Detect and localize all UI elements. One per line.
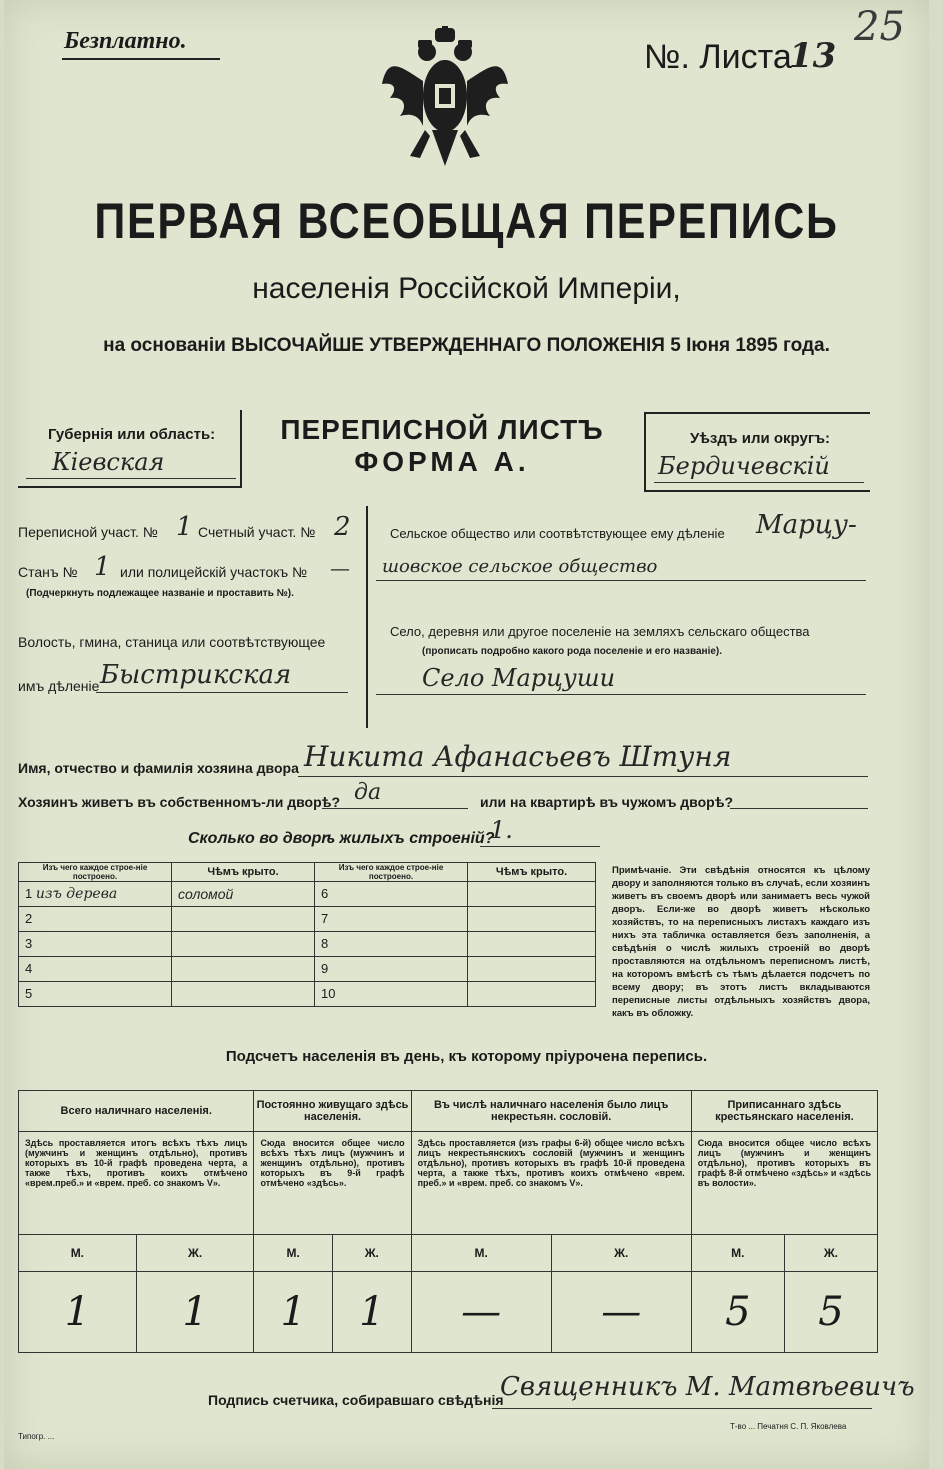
volost-value: Быстрикская xyxy=(100,660,292,690)
present-male-value: 1 xyxy=(19,1272,137,1353)
census-sect-value: 1 xyxy=(176,512,193,542)
summary-title: Подсчетъ населенія въ день, къ которому пріурочена перепись. xyxy=(225,1048,708,1065)
gubernia-box xyxy=(18,410,242,488)
roof-value xyxy=(172,982,315,1007)
society-line xyxy=(376,580,866,581)
gubernia-value: Кіевская xyxy=(52,448,165,476)
row-number: 2 xyxy=(25,911,33,926)
roof-value xyxy=(468,957,596,982)
form-subtitle: ФОРМА А. xyxy=(354,446,530,477)
subtitle: населенія Россійской Имперіи, xyxy=(252,272,681,305)
summary-desc: Здѣсь проставляется (изъ графы 6-й) общее число всѣхъ лицъ некрестьянскихъ сословій (мужчинъ и женщинъ отдѣльно), противъ которыхъ въ графѣ 10-й проведена черта, а также тѣхъ, противъ коихъ отмѣчено «врем. преб.» и «врем. преб. со знакомъ V». xyxy=(411,1132,691,1235)
col-material-left: Изъ чего каждое строе-ніе построено. xyxy=(19,863,172,882)
population-summary-table xyxy=(18,1090,878,1353)
row-number: 7 xyxy=(321,911,329,926)
row-number: 4 xyxy=(25,961,33,976)
village-label: Село, деревня или другое поселеніе на земляхъ сельскаго общества xyxy=(390,624,810,639)
rented-label: или на квартирѣ въ чужомъ дворѣ? xyxy=(480,794,734,810)
peasant-female-value: 5 xyxy=(784,1272,877,1353)
summary-desc: Здѣсь проставляется итогъ всѣхъ тѣхъ лицъ (мужчинъ и женщинъ отдѣльно), противъ которыхъ въ 10-й графѣ проведена черта, а также тѣхъ, противъ коихъ отмѣчено «врем.преб.» и «врем. преб. со знакомъ V». xyxy=(19,1132,254,1235)
roof-value xyxy=(468,982,596,1007)
sheet-number-value: 13 xyxy=(789,36,837,76)
permanent-male-value: 1 xyxy=(254,1272,333,1353)
peasant-male-value: 5 xyxy=(691,1272,784,1353)
field-divider xyxy=(366,506,368,728)
summary-header-non-peasant: Въ числѣ наличнаго населенія было лицъ некрестьян. сословій. xyxy=(411,1091,691,1132)
volost-line xyxy=(96,692,348,693)
owner-label: Имя, отчество и фамилія хозяина двора xyxy=(18,760,299,776)
summary-desc: Сюда вносится общее число всѣхъ тѣхъ лицъ (мужчинъ и женщинъ отдѣльно), противъ которыхъ въ 9-й графѣ отмѣчено «здѣсь». xyxy=(254,1132,411,1235)
owner-line xyxy=(298,776,868,777)
own-yard-value: да xyxy=(354,780,382,805)
permanent-female-value: 1 xyxy=(333,1272,412,1353)
society-value-1: Марцу- xyxy=(756,510,857,540)
count-sect-value: 2 xyxy=(334,512,351,542)
row-number: 1 xyxy=(25,886,33,901)
corner-mark: 25 xyxy=(854,4,905,50)
present-female-value: 1 xyxy=(136,1272,254,1353)
non-peasant-male-value: — xyxy=(411,1272,551,1353)
volost-label-2: имъ дѣленіе xyxy=(18,678,100,694)
stan-note: (Подчеркнуть подлежащее названіе и проставить №). xyxy=(26,588,294,599)
gubernia-label: Губернія или область: xyxy=(48,426,216,443)
double-headed-eagle-icon xyxy=(380,26,510,176)
table-row xyxy=(19,957,596,982)
village-note: (прописать подробно какого рода поселеніе и его названіе). xyxy=(422,646,723,657)
census-sect-label: Переписной участ. № xyxy=(18,524,158,540)
roof-value xyxy=(468,882,596,907)
uezd-line xyxy=(654,482,864,483)
own-yard-label: Хозяинъ живетъ въ собственномъ-ли дворѣ? xyxy=(18,794,341,810)
form-title: ПЕРЕПИСНОЙ ЛИСТЪ xyxy=(280,414,604,445)
uezd-value: Бердичевскій xyxy=(658,452,830,480)
material-value: изъ дерева xyxy=(35,886,118,902)
roof-value xyxy=(468,907,596,932)
stan-label: Станъ № xyxy=(18,564,78,580)
signature-line xyxy=(492,1408,872,1409)
roof-value xyxy=(172,907,315,932)
non-peasant-female-value: — xyxy=(551,1272,691,1353)
col-roof-left: Чѣмъ крыто. xyxy=(172,863,315,882)
free-underline xyxy=(62,58,220,60)
female-header: Ж. xyxy=(784,1235,877,1272)
male-header: М. xyxy=(691,1235,784,1272)
roof-value xyxy=(172,932,315,957)
row-number: 9 xyxy=(321,961,329,976)
rented-line xyxy=(730,808,868,809)
printer-left: Типогр. ... xyxy=(18,1432,55,1441)
count-sect-label: Счетный участ. № xyxy=(198,524,316,540)
census-sheet xyxy=(4,0,929,1469)
table-row xyxy=(19,907,596,932)
summary-header-peasant: Приписаннаго здѣсь крестьянскаго населенія. xyxy=(691,1091,877,1132)
male-header: М. xyxy=(411,1235,551,1272)
uezd-label: Уѣздъ или округъ: xyxy=(690,430,831,447)
summary-header-permanent: Постоянно живущаго здѣсь населенія. xyxy=(254,1091,411,1132)
col-material-right: Изъ чего каждое строе-ніе построено. xyxy=(315,863,468,882)
row-number: 5 xyxy=(25,986,33,1001)
uezd-box xyxy=(644,412,870,492)
police-value: — xyxy=(330,556,350,580)
sheet-number-label: №. Листа xyxy=(644,38,792,76)
table-row xyxy=(19,932,596,957)
main-title: ПЕРВАЯ ВСЕОБЩАЯ ПЕРЕПИСЬ xyxy=(94,193,839,249)
row-number: 6 xyxy=(321,886,329,901)
buildings-label: Сколько во дворѣ жилыхъ строеній? xyxy=(188,830,495,847)
female-header: Ж. xyxy=(136,1235,254,1272)
table-row xyxy=(19,882,596,907)
row-number: 8 xyxy=(321,936,329,951)
roof-value xyxy=(172,957,315,982)
village-line xyxy=(376,694,866,695)
male-header: М. xyxy=(19,1235,137,1272)
female-header: Ж. xyxy=(551,1235,691,1272)
summary-header-present: Всего наличнаго населенія. xyxy=(19,1091,254,1132)
row-number: 10 xyxy=(321,986,336,1001)
legal-basis: на основаніи ВЫСОЧАЙШЕ УТВЕРЖДЕННАГО ПОЛОЖЕНІЯ 5 Іюня 1895 года. xyxy=(103,335,830,356)
col-roof-right: Чѣмъ крыто. xyxy=(468,863,596,882)
male-header: М. xyxy=(254,1235,333,1272)
owner-value: Никита Афанасьевъ Штуня xyxy=(304,740,732,773)
volost-label: Волость, гмина, станица или соотвѣтствующее xyxy=(18,634,326,650)
row-number: 3 xyxy=(25,936,33,951)
society-value-2: шовское сельское общество xyxy=(382,556,658,577)
signature-label: Подпись счетчика, собиравшаго свѣдѣнія xyxy=(208,1392,504,1408)
police-label: или полицейскій участокъ № xyxy=(120,564,308,580)
printer-right: Т-во ... Печатня С. П. Яковлева xyxy=(730,1422,847,1431)
society-label: Сельское общество или соотвѣтствующее ему дѣленіе xyxy=(390,526,725,541)
roof-value: соломой xyxy=(172,882,315,907)
summary-desc: Сюда вносится общее число всѣхъ лицъ (мужчинъ и женщинъ отдѣльно), противъ которыхъ въ графѣ 8-й отмѣчено «здѣсь» и «здѣсь въ волости». xyxy=(691,1132,877,1235)
own-yard-line xyxy=(322,808,468,809)
free-label: Безплатно. xyxy=(64,28,187,54)
stan-value: 1 xyxy=(94,552,111,582)
roof-value xyxy=(468,932,596,957)
signature-value: Священникъ М. Матвѣевичъ xyxy=(500,1372,915,1402)
buildings-line xyxy=(480,846,600,847)
form-title-block xyxy=(242,414,642,486)
gubernia-line xyxy=(26,478,236,479)
table-row xyxy=(19,982,596,1007)
buildings-value: 1. xyxy=(490,816,513,844)
buildings-table xyxy=(18,862,596,1007)
village-value: Село Марцуши xyxy=(422,664,616,692)
female-header: Ж. xyxy=(333,1235,412,1272)
note-text: Примѣчаніе. Эти свѣдѣнія относятся къ цѣлому двору и заполняются только въ случаѣ, если хозяинъ живетъ въ своемъ дворѣ или занимаетъ весь чужой дворъ. Если-же во дворѣ живетъ нѣсколько хозяйствъ, то на переписныхъ листахъ каждаго изъ нихъ эта табличка оставляется безъ заполненія, а свѣдѣнія о числѣ жилыхъ строеній во дворѣ проставляются на отдѣльномъ переписномъ листѣ, на которомъ вмѣстѣ съ тѣмъ дѣлается подсчетъ по всему двору; въ этотъ листъ вкладываются переписные листы отдѣльныхъ хозяйствъ двора, какъ въ обложку. xyxy=(612,865,870,1019)
